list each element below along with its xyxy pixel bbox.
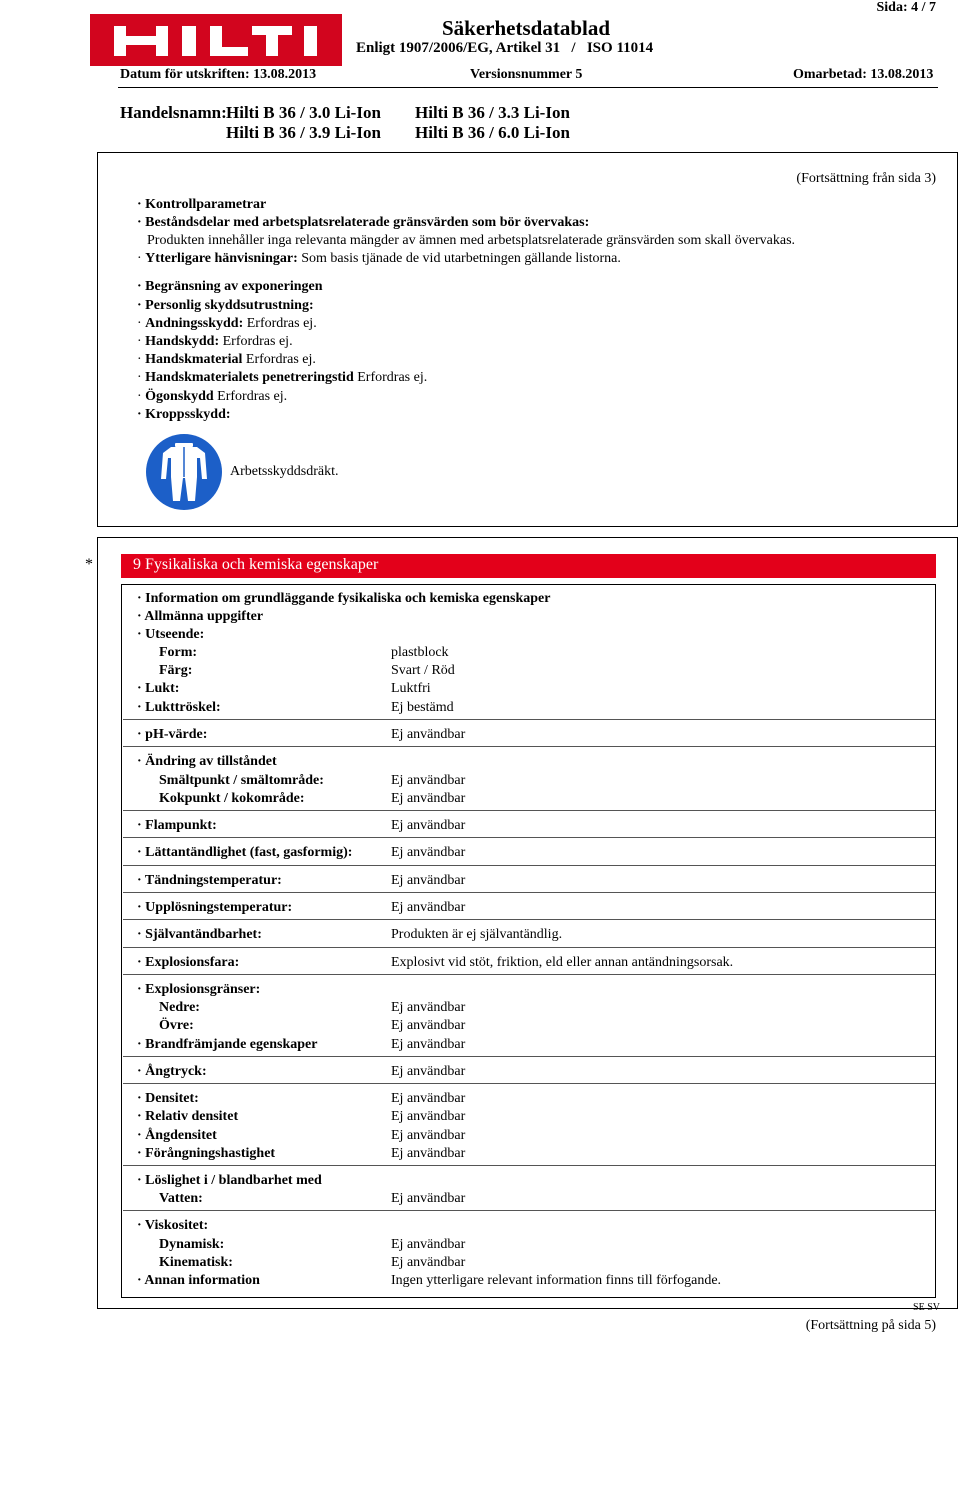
lower-limit-label: Nedre: — [159, 1000, 200, 1015]
vapor-density-value: Ej användbar — [391, 1128, 466, 1143]
body-protection-text: Arbetsskyddsdräkt. — [230, 464, 339, 479]
explosion-label: · Explosionsfara: — [137, 955, 239, 971]
evaporation-value: Ej användbar — [391, 1146, 466, 1161]
color-value: Svart / Röd — [391, 663, 455, 678]
ppe-item-value: Erfordras ej. — [217, 389, 288, 404]
form-value: plastblock — [391, 645, 449, 660]
color-label: Färg: — [159, 663, 193, 678]
flash-label: · Flampunkt: — [137, 818, 217, 834]
row-divider — [123, 837, 935, 838]
revision-date: Omarbetad: 13.08.2013 — [793, 67, 934, 82]
explosion-limits-label: · Explosionsgränser: — [137, 982, 260, 998]
further-notes — [137, 251, 621, 267]
row-divider — [123, 865, 935, 866]
product-name: Hilti B 36 / 3.0 Li-Ion — [226, 103, 381, 122]
self-ignition-label: · Självantändbarhet: — [137, 927, 262, 943]
section9-heading: 9 Fysikaliska och kemiska egenskaper — [121, 554, 936, 578]
row-divider — [123, 1083, 935, 1084]
kinematic-value: Ej användbar — [391, 1255, 466, 1270]
kinematic-label: Kinematisk: — [159, 1255, 233, 1270]
boiling-value: Ej användbar — [391, 791, 466, 806]
viscosity-label: · Viskositet: — [137, 1218, 208, 1234]
other-info-label: · Annan information — [137, 1273, 260, 1289]
document-title: Säkerhetsdatablad — [442, 16, 611, 40]
ppe-item-label: Handskmaterial — [145, 352, 243, 367]
odor-threshold-label: · Lukttröskel: — [137, 700, 221, 716]
control-params: · Kontrollparametrar — [137, 197, 266, 213]
general-info: · Allmänna uppgifter — [137, 609, 263, 625]
water-label: Vatten: — [159, 1191, 203, 1206]
version-number: Versionsnummer 5 — [470, 67, 583, 82]
ignition-value: Ej användbar — [391, 873, 466, 888]
page-number: Sida: 4 / 7 — [876, 0, 936, 15]
melting-label: Smältpunkt / smältområde: — [159, 773, 324, 788]
ppe-item-value: Erfordras ej. — [357, 370, 428, 385]
change-marker: * — [85, 556, 93, 573]
self-ignition-value: Produkten är ej självantändlig. — [391, 927, 563, 942]
upper-limit-label: Övre: — [159, 1018, 194, 1033]
flammability-value: Ej användbar — [391, 845, 466, 860]
protective-suit-icon — [145, 433, 223, 511]
row-divider — [123, 1056, 935, 1057]
dynamic-value: Ej användbar — [391, 1237, 466, 1252]
row-divider — [123, 1210, 935, 1211]
row-divider — [123, 974, 935, 975]
header-divider — [118, 87, 938, 88]
hilti-logo — [90, 14, 342, 66]
ignition-label: · Tändningstemperatur: — [137, 873, 282, 889]
state-change-label: · Ändring av tillståndet — [137, 754, 277, 770]
solubility-label: · Löslighet i / blandbarhet med — [137, 1173, 322, 1189]
ppe-item — [137, 316, 317, 332]
vapor-pressure-label: · Ångtryck: — [137, 1064, 207, 1080]
language-code: SE SV — [913, 1302, 940, 1313]
form-label: Form: — [159, 645, 198, 660]
hilti-logo-icon — [90, 14, 342, 66]
vapor-density-label: · Ångdensitet — [137, 1128, 217, 1144]
ppe-item-value: Erfordras ej. — [222, 334, 293, 349]
relative-density-label: · Relativ densitet — [137, 1109, 238, 1125]
decomposition-value: Ej användbar — [391, 900, 466, 915]
components-label: · Beståndsdelar med arbetsplatsrelaterade gränsvärden som bör övervakas: — [137, 215, 589, 231]
ph-label: · pH-värde: — [137, 727, 207, 743]
ppe-item-label: Handskydd: — [145, 334, 220, 349]
ppe-item — [137, 370, 427, 386]
row-divider — [123, 892, 935, 893]
boiling-label: Kokpunkt / kokområde: — [159, 791, 305, 806]
upper-limit-value: Ej användbar — [391, 1018, 466, 1033]
row-divider — [123, 746, 935, 747]
ppe-item — [137, 334, 293, 350]
ppe-item — [137, 389, 287, 405]
odor-label: · Lukt: — [137, 681, 179, 697]
basic-info: · Information om grundläggande fysikaliska och kemiska egenskaper — [137, 591, 550, 607]
ph-value: Ej användbar — [391, 727, 466, 742]
odor-threshold-value: Ej bestämd — [391, 700, 454, 715]
further-label: Ytterligare hänvisningar: — [145, 251, 298, 266]
other-info-value: Ingen ytterligare relevant information finns till förfogande. — [391, 1273, 722, 1288]
ppe-heading: · Personlig skyddsutrustning: — [137, 298, 314, 314]
density-value: Ej användbar — [391, 1091, 466, 1106]
water-value: Ej användbar — [391, 1191, 466, 1206]
ppe-item-label: Handskmaterialets penetreringstid — [145, 370, 354, 385]
row-divider — [123, 947, 935, 948]
oxidizing-value: Ej användbar — [391, 1037, 466, 1052]
row-divider — [123, 719, 935, 720]
ppe-item — [137, 352, 316, 368]
ppe-item-label: Ögonskydd — [145, 389, 214, 404]
product-name: Hilti B 36 / 6.0 Li-Ion — [415, 123, 570, 142]
continued-from: (Fortsättning från sida 3) — [796, 171, 936, 186]
further-text: Som basis tjänade de vid utarbetningen gällande listorna. — [301, 251, 621, 266]
product-name: Hilti B 36 / 3.9 Li-Ion — [226, 123, 381, 142]
body-protection-label: · Kroppsskydd: — [137, 407, 231, 423]
dynamic-label: Dynamisk: — [159, 1237, 225, 1252]
vapor-pressure-value: Ej användbar — [391, 1064, 466, 1079]
trade-name-label: Handelsnamn: — [120, 103, 227, 122]
ppe-item-value: Erfordras ej. — [245, 352, 316, 367]
odor-value: Luktfri — [391, 681, 431, 696]
decomposition-label: · Upplösningstemperatur: — [137, 900, 292, 916]
exposure-limit: · Begränsning av exponeringen — [137, 279, 323, 295]
components-text: Produkten innehåller inga relevanta mängder av ämnen med arbetsplatsrelaterade gränsvärden som skall övervakas. — [147, 233, 796, 248]
row-divider — [123, 810, 935, 811]
relative-density-value: Ej användbar — [391, 1109, 466, 1124]
lower-limit-value: Ej användbar — [391, 1000, 466, 1015]
explosion-value: Explosivt vid stöt, friktion, eld eller annan antändningsorsak. — [391, 955, 734, 970]
print-date: Datum för utskriften: 13.08.2013 — [120, 67, 317, 82]
product-name: Hilti B 36 / 3.3 Li-Ion — [415, 103, 570, 122]
flammability-label: · Lättantändlighet (fast, gasformig): — [137, 845, 352, 861]
row-divider — [123, 919, 935, 920]
row-divider — [123, 1165, 935, 1166]
appearance-label: · Utseende: — [137, 627, 204, 643]
ppe-item-value: Erfordras ej. — [246, 316, 317, 331]
density-label: · Densitet: — [137, 1091, 199, 1107]
evaporation-label: · Förångningshastighet — [137, 1146, 275, 1162]
melting-value: Ej användbar — [391, 773, 466, 788]
ppe-item-label: Andningsskydd: — [145, 316, 244, 331]
document-subtitle: Enligt 1907/2006/EG, Artikel 31 / ISO 11014 — [356, 40, 654, 56]
oxidizing-label: · Brandfrämjande egenskaper — [137, 1037, 317, 1053]
continued-on: (Fortsättning på sida 5) — [805, 1318, 936, 1333]
flash-value: Ej användbar — [391, 818, 466, 833]
